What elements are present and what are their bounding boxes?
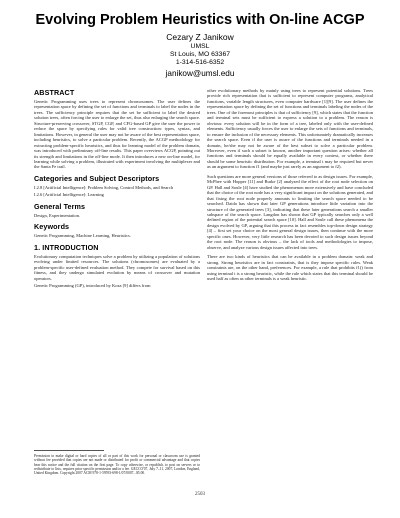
right-column (207, 88, 373, 281)
general-terms-text: Design, Experimentation. (34, 212, 81, 218)
category-item: I.2.6 [Artificial Intelligence]: Learning (34, 192, 104, 198)
categories-heading: Categories and Subject Descriptors (34, 173, 160, 183)
abstract-text: Genetic Programming uses trees to represent chromosomes. The user defines the representation space by defining the set of functions and terminals to label the nodes in the trees. The sufficiency principle requires that the set be sufficient to label the desired solution trees, often forcing the user to enlarge the set, thus also enlarging the search space. Structure-preserving crossover, STGP, CGP, and CFG-based GP give the user the power to reduce the space by specifying rules for valid tree construction: types, syntax, and limitations. However, in general the user may not be aware of the best representation space, including heuristics, to solve a particular problem. Recently, the ACGP methodology for extracting problem-specific heuristics, and thus for learning model of the problem domain, was introduced with preliminary off-line results. This paper overviews ACGP, pointing out its strength and limitations in the off-line mode. It then introduces a new on-line model, for learning while solving a problem, illustrated with experiment involving the multiplexer and the Santa Fe trail. (34, 99, 200, 170)
general-terms-heading: General Terms (34, 201, 86, 211)
page-number: 2503 (195, 492, 205, 497)
footnote-rule (34, 450, 104, 451)
abstract-heading: ABSTRACT (34, 88, 75, 97)
copyright-footnote (34, 450, 200, 475)
introduction-heading: 1. INTRODUCTION (34, 242, 99, 252)
author-email: janikow@umsl.edu (165, 69, 235, 78)
category-item: I.2.8 [Artificial Intelligence]: Problem Solving, Control Methods, and Search (34, 184, 173, 190)
keywords-heading: Keywords (34, 222, 70, 232)
body-paragraph: There are two kinds of heuristics that can be available in a problem domain: weak and strong. Strong heuristics are in fact constraints, that is they impose specific rules. Weak constraints are, on the other hand, preferences. For example, a rule that prohibits f1() from using terminal t is a strong heuristic, while the rule which states that this terminal should be used half as often as other terminals is a weak heuristic. (207, 254, 373, 281)
author-name: Cezary Z Janikow (166, 32, 234, 42)
left-column (34, 88, 200, 288)
body-paragraph: other evolutionary methods by mainly using trees to represent potential solutions. Trees provide rich representation that is sufficient to represent computer programs, analytical functions, variable length structures, even computer hardware [1][9]. The user defines the representation space by defining the set of functions and terminals labeling the nodes of the trees. One of the foremost principles is that of sufficiency [9], which states that the function and terminal sets must be sufficient to express a solution to a problem. The reason is obvious: every solution will be in the form of a tree, labeled only with the user-defined elements. Sufficiency usually forces the user to enlarge the sets of functions and terminals, to ensure the inclusion of the necessary elements. This unfortunately dramatically increases the search space. Even if the user is aware of the functions and terminals needed in a domain, he/she may not be aware of the best subset to solve a particular problem. Moreover, even if such a subset is known, another important question arises: whether all functions and terminals should be equally available in every context, or whether there should be some heuristic distribution. For example, a terminal t may be required but never as an argument to function f1 (and maybe just rarely as an argument to f2). (207, 88, 373, 170)
author-affiliation: UMSL (190, 43, 210, 50)
body-paragraph: Such questions are more general versions of those referred to as design issues. For example, McPhee with Hopper [11] and Burke [2] analyzed the effect of the root node selection on GP. Hall and Soule [4] have studied the phenomenon more extensively and have concluded that the choice of the root node has a very significant impact on the solutions generated, and that fixing the root node properly amounts to limiting the search space needed to be searched. Daida has shown that later GP generations introduce little variation into the structure of the generated trees [3], indicating that these later generations search a smaller subspace of the search space. Langdon has shown that GP typically searches only a well defined region of the potential search space [10]. Hall and Soule call these phenomena the design evolved by GP, arguing that this process in fact resembles top-down design strategy [4] – first set your choice on the most general design issues, then continue with the more specific ones. However, very little research has been devoted to such design issues beyond the root node. The reason is obvious – the lack of tools and methodologies to impose, observe, and analyze various design issues affected into trees. (207, 173, 373, 250)
author-location: St Louis, MO 63367 (169, 51, 231, 58)
intro-paragraph: Evolutionary computation techniques solve a problem by utilizing a population of solutions evolving under limited resources. The solutions (chromosomes) are evaluated by a problem-specific user-defined evaluation method. They compete for survival based on this fitness, and they undergo simulated evolution by means of crossover and mutation operators. (34, 253, 200, 281)
keywords-text: Genetic Programming, Machine Learning, Heuristics. (34, 233, 131, 239)
author-phone: 1-314-516-6352 (175, 59, 225, 66)
footnote-text: Permission to make digital or hard copies of all or part of this work for personal or classroom use is granted without fee provided that copies are not made or distributed for profit or commercial advantage and that copies bear this notice and the full citation on the first page. To copy otherwise, or republish, to post on servers or to redistribute to lists, requires prior specific permission and/or a fee. GECCO'07, July 7–11, 2007, London, England, United Kingdom. Copyright 2007 ACM 978-1-59593-698-1/07/0007...$5.00. (34, 454, 200, 476)
intro-paragraph: Genetic Programming (GP), introduced by Koza [9] differs from (34, 282, 151, 288)
paper-title: Evolving Problem Heuristics with On-line ACGP (35, 12, 365, 28)
